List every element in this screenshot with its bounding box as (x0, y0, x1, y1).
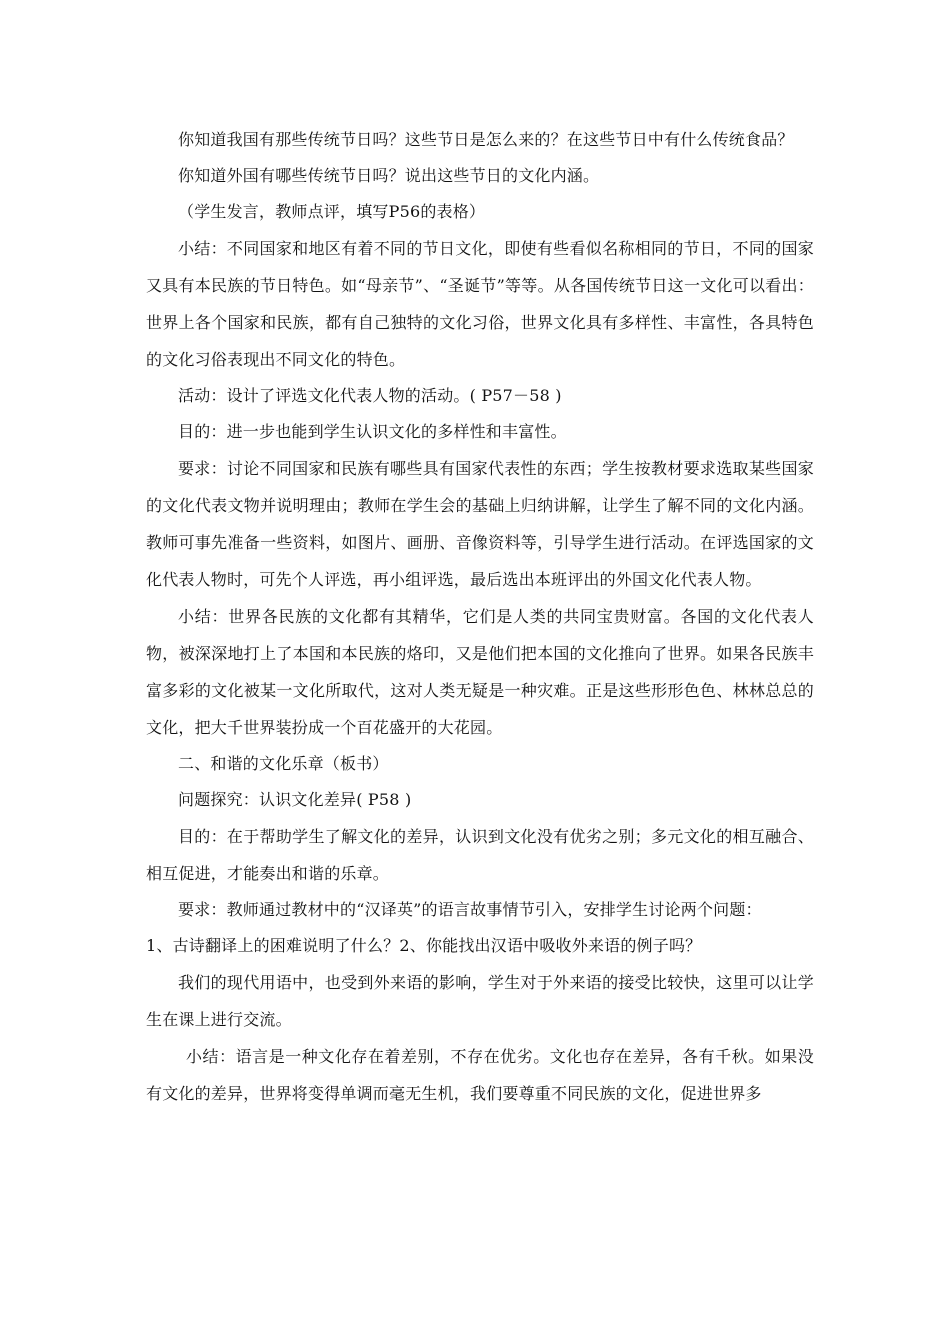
paragraph-purpose-2: 目的：在于帮助学生了解文化的差异，认识到文化没有优劣之别；多元文化的相互融合、相互促进，才能奏出和谐的乐章。 (146, 827, 814, 883)
paragraph-requirement-2: 要求：教师通过教材中的“汉译英”的语言故事情节引入，安排学生讨论两个问题： (178, 900, 762, 919)
paragraph-problem-exploration: 问题探究：认识文化差异( P58 ) (178, 790, 412, 809)
paragraph-student-speech-note: （学生发言，教师点评，填写P56的表格） (178, 202, 486, 221)
paragraph-summary-language: 小结：语言是一种文化存在着差别，不存在优劣。文化也存在差异，各有千秋。如果没有文化的差异，世界将变得单调而毫无生机，我们要尊重不同民族的文化，促进世界多 (146, 1047, 814, 1103)
paragraph-traditional-festivals-foreign: 你知道外国有哪些传统节日吗？说出这些节日的文化内涵。 (178, 166, 600, 185)
section-heading-harmonious-culture: 二、和谐的文化乐章（板书） (178, 754, 389, 773)
paragraph-summary-cultural-figures: 小结：世界各民族的文化都有其精华，它们是人类的共同宝贵财富。各国的文化代表人物，被深深地打上了本国和本民族的烙印，又是他们把本国的文化推向了世界。如果各民族丰富多彩的文化被某一文化所取代，这对人类无疑是一种灾难。正是这些形形色色、林林总总的文化，把大千世界装扮成一个百花盛开的大花园。 (146, 607, 814, 737)
paragraph-traditional-festivals-china: 你知道我国有那些传统节日吗？这些节日是怎么来的？在这些节日中有什么传统食品？ (178, 130, 794, 149)
paragraph-activity: 活动：设计了评选文化代表人物的活动。( P57－58 ) (178, 386, 562, 405)
paragraph-modern-language: 我们的现代用语中，也受到外来语的影响，学生对于外来语的接受比较快，这里可以让学生在课上进行交流。 (146, 973, 814, 1029)
paragraph-summary-festivals: 小结：不同国家和地区有着不同的节日文化，即使有些看似名称相同的节日，不同的国家又具有本民族的节日特色。如“母亲节”、“圣诞节”等等。从各国传统节日这一文化可以看出：世界上各个国家和民族，都有自己独特的文化习俗，世界文化具有多样性、丰富性，各具特色的文化习俗表现出不同文化的特色。 (146, 239, 814, 369)
paragraph-purpose-1: 目的：进一步也能到学生认识文化的多样性和丰富性。 (178, 422, 567, 441)
paragraph-requirement-1: 要求：讨论不同国家和民族有哪些具有国家代表性的东西；学生按教材要求选取某些国家的文化代表文物并说明理由；教师在学生会的基础上归纳讲解，让学生了解不同的文化内涵。教师可事先准备一些资料，如图片、画册、音像资料等，引导学生进行活动。在评选国家的文化代表人物时，可先个人评选，再小组评选，最后选出本班评出的外国文化代表人物。 (146, 459, 814, 589)
paragraph-discussion-questions: 1、古诗翻译上的困难说明了什么？2、你能找出汉语中吸收外来语的例子吗？ (146, 936, 702, 955)
document-body (146, 122, 814, 1112)
